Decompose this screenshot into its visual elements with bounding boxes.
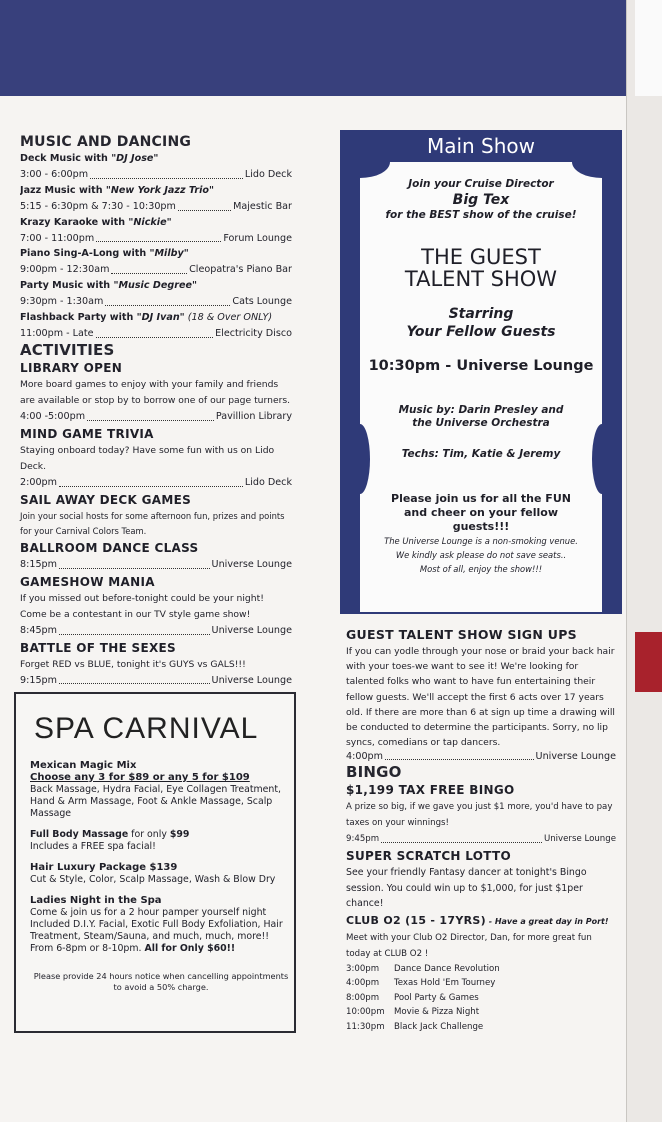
techs-credit: Techs: Tim, Katie & Jeremy (401, 448, 561, 460)
footer-line2: We kindly ask please do not save seats.. (395, 550, 567, 560)
bingo-time: 9:45pm Universe Lounge (346, 831, 616, 847)
club-schedule-row: 8:00pm Pool Party & Games (346, 992, 479, 1003)
spa-note: Please provide 24 hours notice when cancelling appointments to avoid a 50% charge. (33, 971, 289, 992)
starring-line2: Your Fellow Guests (406, 324, 556, 340)
battle-time: 9:15pm Universe Lounge (20, 674, 292, 686)
show-time-venue: 10:30pm - Universe Lounge (368, 358, 594, 374)
curtain-top-left (360, 162, 390, 178)
sailaway-title: SAIL AWAY DECK GAMES (20, 492, 192, 507)
gameshow-title: GAMESHOW MANIA (20, 574, 155, 589)
spa-body (30, 760, 292, 993)
header-band (0, 0, 626, 96)
main-show-box (340, 130, 622, 614)
ladies-title: Ladies Night in the Spa (30, 895, 162, 906)
spa-carnival-box (14, 692, 296, 1033)
library-time: 4:00 -5:00pm Pavillion Library (20, 410, 292, 422)
spa-title: SPA CARNIVAL (34, 712, 259, 745)
intro-line1: Join your Cruise Director (408, 178, 554, 190)
intro-line2: for the BEST show of the cruise! (385, 209, 577, 221)
bingo-desc: A prize so big, if we gave you just $1 more, you'd have to pay taxes on your winnings! (346, 802, 613, 829)
music-credit: Music by: Darin Presley and the Universe Orchestra (398, 404, 564, 429)
music-item-time: 9:30pm - 1:30am Cats Lounge (20, 296, 292, 308)
edge-tab-red (635, 632, 662, 692)
starring-line1: Starring (448, 306, 514, 322)
battle-desc: Forget RED vs BLUE, tonight it's GUYS vs GALS!!! (20, 658, 246, 670)
left-column (20, 134, 292, 688)
body-massage: Full Body Massage for only $99 (30, 829, 190, 840)
mexican-offer: Choose any 3 for $89 or any 5 for $109 (30, 772, 250, 783)
invite-text: Please join us for all the FUN and cheer on your fellow guests!!! (391, 492, 571, 533)
edge-tab-top (635, 0, 662, 96)
music-item-name: Piano Sing-A-Long with "Milby" (20, 248, 189, 260)
signups-title: GUEST TALENT SHOW SIGN UPS (346, 627, 577, 642)
club-desc: Meet with your Club O2 Director, Dan, for more great fun today at CLUB O2 ! (346, 932, 592, 959)
signups-time: 4:00pm Universe Lounge (346, 751, 616, 763)
music-item-name: Party Music with "Music Degree" (20, 280, 197, 292)
footer-line1: The Universe Lounge is a non-smoking venue. (384, 536, 578, 546)
music-item-time: 3:00 - 6:00pm Lido Deck (20, 168, 292, 180)
music-item-time: 7:00 - 11:00pm Forum Lounge (20, 232, 292, 244)
lotto-desc: See your friendly Fantasy dancer at tonight's Bingo session. You could win up to $1,000, for just $1per chance! (346, 867, 587, 910)
hair-desc: Cut & Style, Color, Scalp Massage, Wash & Blow Dry (30, 874, 276, 885)
page-edge (626, 0, 662, 1122)
ladies-price: From 6-8pm or 8-10pm. All for Only $60!! (30, 943, 236, 954)
sailaway-desc: Join your social hosts for some afternoon fun, prizes and points for your Carnival Colors Team. (20, 510, 285, 536)
curtain-top-right (572, 162, 602, 178)
activities-heading: ACTIVITIES (20, 340, 115, 359)
hair-title: Hair Luxury Package $139 (30, 862, 178, 873)
trivia-time: 2:00pm Lido Deck (20, 476, 292, 488)
library-title: LIBRARY OPEN (20, 360, 123, 375)
right-column (346, 626, 616, 1034)
main-show-panel (360, 162, 602, 612)
bingo-title: $1,199 TAX FREE BINGO (346, 783, 515, 798)
show-name-line1: THE GUEST (421, 245, 541, 269)
music-item-time: 5:15 - 6:30pm & 7:30 - 10:30pm Majestic Bar (20, 200, 292, 212)
mexican-desc: Back Massage, Hydra Facial, Eye Collagen Treatment, Hand & Arm Massage, Foot & Ankle Massage, Scalp Massage (30, 784, 282, 819)
gameshow-time: 8:45pm Universe Lounge (20, 624, 292, 636)
bingo-heading: BINGO (346, 763, 402, 782)
show-name-line2: TALENT SHOW (404, 267, 558, 291)
music-item-time: 11:00pm - Late Electricity Disco (20, 327, 292, 339)
ballroom-time: 8:15pm Universe Lounge (20, 558, 292, 570)
club-schedule-row: 4:00pm Texas Hold 'Em Tourney (346, 978, 496, 989)
mexican-title: Mexican Magic Mix (30, 760, 137, 771)
battle-title: BATTLE OF THE SEXES (20, 640, 176, 655)
director-name: Big Tex (452, 192, 510, 208)
lotto-title: SUPER SCRATCH LOTTO (346, 849, 512, 864)
club-title-line: CLUB O2 (15 - 17YRS) - Have a great day in Port! (346, 913, 609, 927)
music-item-name: Flashback Party with "DJ Ivan" (18 & Over ONLY) (20, 312, 273, 324)
ladies-desc: Come & join us for a 2 hour pamper yourself night Included D.I.Y. Facial, Exotic Full Body Exfoliation, Hair Treatment, Steam/Sauna, and much, much, more!! (30, 907, 283, 942)
music-item-name: Jazz Music with "New York Jazz Trio" (20, 184, 215, 196)
club-schedule-row: 10:00pm Movie & Pizza Night (346, 1007, 480, 1018)
club-schedule-row: 11:30pm Black Jack Challenge (346, 1021, 484, 1032)
music-heading: MUSIC AND DANCING (20, 134, 192, 150)
main-show-title: Main Show (426, 134, 536, 158)
ballroom-title: BALLROOM DANCE CLASS (20, 540, 199, 555)
music-item-name: Deck Music with "DJ Jose" (20, 153, 159, 164)
music-item-time: 9:00pm - 12:30am Cleopatra's Piano Bar (20, 264, 292, 276)
music-item-name: Krazy Karaoke with "Nickie" (20, 216, 172, 228)
footer-line3: Most of all, enjoy the show!!! (419, 564, 543, 574)
trivia-title: MIND GAME TRIVIA (20, 426, 154, 441)
club-schedule-row: 3:00pm Dance Dance Revolution (346, 963, 500, 974)
body-desc: Includes a FREE spa facial! (30, 841, 156, 852)
gameshow-desc: If you missed out before-tonight could be your night! Come be a contestant in our TV style game show! (20, 592, 264, 620)
trivia-desc: Staying onboard today? Have some fun with us on Lido Deck. (20, 444, 275, 472)
signups-desc: If you can yodle through your nose or braid your back hair with your toes-we want to see it! We're looking for talented folks who want to have fun entertaining their fellow guests. We'll accept the first 6 acts over 17 years old. If there are more than 6 at sign up time a drawing will be conducted to determine the participants. Sorry, no lip syncs, comedians or tap dancers. (346, 646, 615, 749)
library-desc: More board games to enjoy with your family and friends are available or stop by to borrow one of our page turners. (20, 378, 291, 406)
